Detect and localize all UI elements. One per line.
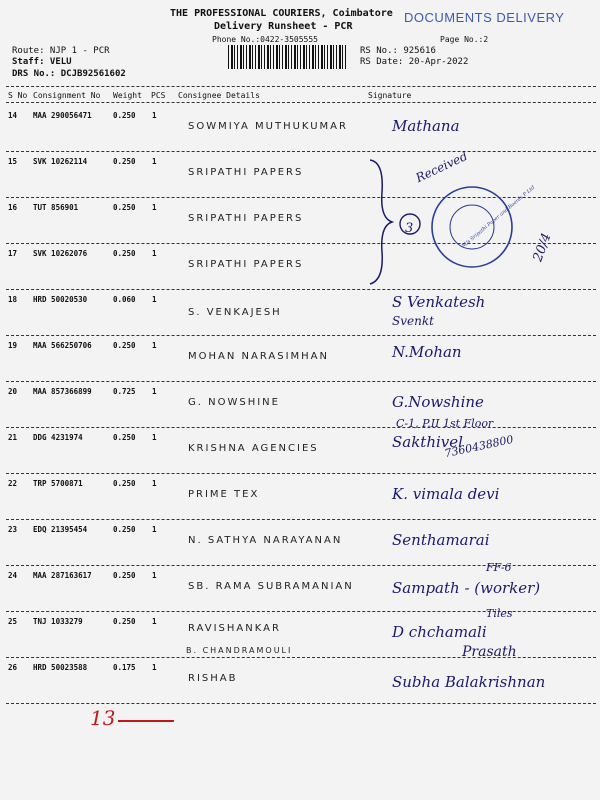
row-pcs: 1 xyxy=(152,341,157,350)
row-signature: Sampath - (worker) xyxy=(392,579,541,597)
row-consignee: SRIPATHI PAPERS xyxy=(188,259,304,270)
row-pcs: 1 xyxy=(152,157,157,166)
row-signature: Sakthivel xyxy=(392,433,463,451)
row-weight: 0.250 xyxy=(113,617,136,626)
row-sno: 14 xyxy=(8,111,18,120)
group-count: 3 xyxy=(405,221,414,236)
row20-address: C-1, P.II 1st Floor xyxy=(396,417,494,430)
row-signature: D chchamali xyxy=(392,623,487,641)
row-weight: 0.175 xyxy=(113,663,136,672)
row-pcs: 1 xyxy=(152,387,157,396)
red-underline xyxy=(118,720,174,722)
row-sno: 17 xyxy=(8,249,18,258)
row-consignee: RAVISHANKAR xyxy=(188,623,281,634)
row-consignee: G. NOWSHINE xyxy=(188,397,280,408)
row-sno: 16 xyxy=(8,203,18,212)
row-sno: 23 xyxy=(8,525,18,534)
received-note: Received xyxy=(413,148,470,186)
row-pcs: 1 xyxy=(152,525,157,534)
row-sno: 24 xyxy=(8,571,18,580)
row-divider xyxy=(6,703,596,704)
row-sno: 22 xyxy=(8,479,18,488)
row25-consignee2: B. CHANDRAMOULI xyxy=(186,646,293,655)
row-sno: 26 xyxy=(8,663,18,672)
row-divider xyxy=(6,473,596,474)
row-signature: Mathana xyxy=(392,117,460,135)
row-weight: 0.250 xyxy=(113,111,136,120)
row-signature: S Venkatesh xyxy=(392,293,486,311)
row-weight: 0.250 xyxy=(113,249,136,258)
row-consignee: KRISHNA AGENCIES xyxy=(188,443,319,454)
row-pcs: 1 xyxy=(152,663,157,672)
row-pcs: 1 xyxy=(152,203,157,212)
row-consignment-no: HRD 50020530 xyxy=(33,295,88,304)
page-number: Page No.:2 xyxy=(440,35,489,44)
row-pcs: 1 xyxy=(152,571,157,580)
row-sno: 19 xyxy=(8,341,18,350)
row-weight: 0.250 xyxy=(113,203,136,212)
table-row xyxy=(0,475,600,521)
row-signature: G.Nowshine xyxy=(392,393,484,411)
row-weight: 0.725 xyxy=(113,387,136,396)
row-weight: 0.250 xyxy=(113,433,136,442)
row-consignee: SB. RAMA SUBRAMANIAN xyxy=(188,581,354,592)
row-pcs: 1 xyxy=(152,479,157,488)
row-pcs: 1 xyxy=(152,249,157,258)
table-row xyxy=(0,337,600,383)
rs-date: RS Date: 20-Apr-2022 xyxy=(360,57,469,67)
staff: Staff: VELU xyxy=(12,57,72,67)
barcode xyxy=(228,45,348,69)
row-weight: 0.250 xyxy=(113,479,136,488)
row-consignment-no: EDQ 21395454 xyxy=(33,525,88,534)
received-date: 20/4 xyxy=(530,231,555,264)
row-consignment-no: MAA 566250706 xyxy=(33,341,92,350)
row-divider xyxy=(6,381,596,382)
row-pcs: 1 xyxy=(152,295,157,304)
company-seal xyxy=(432,187,512,267)
row-consignment-no: SVK 10262114 xyxy=(33,157,88,166)
row-consignee: MOHAN NARASIMHAN xyxy=(188,351,329,362)
row-signature: N.Mohan xyxy=(392,343,462,361)
row-consignment-no: SVK 10262076 xyxy=(33,249,88,258)
row-divider xyxy=(6,519,596,520)
route: Route: NJP 1 - PCR xyxy=(12,46,110,56)
row-divider xyxy=(6,335,596,336)
row-signature: Subha Balakrishnan xyxy=(392,673,546,691)
row-sno: 20 xyxy=(8,387,18,396)
row-consignment-no: MAA 857366899 xyxy=(33,387,92,396)
table-row xyxy=(0,383,600,429)
row24-extra: Tiles xyxy=(486,607,513,620)
row-consignee: SRIPATHI PAPERS xyxy=(188,167,304,178)
row-sno: 25 xyxy=(8,617,18,626)
sripathi-group-annotation xyxy=(362,152,592,292)
table-row xyxy=(0,659,600,705)
drs-number: DRS No.: DCJB92561602 xyxy=(12,69,126,79)
row-consignee: N. SATHYA NARAYANAN xyxy=(188,535,343,546)
row23-extra: FF-6 xyxy=(486,561,512,574)
rs-number: RS No.: 925616 xyxy=(360,46,436,56)
row-consignment-no: HRD 50023588 xyxy=(33,663,88,672)
col-consignment: Consignment No xyxy=(33,91,101,100)
row-sno: 18 xyxy=(8,295,18,304)
row-consignment-no: TNJ 1033279 xyxy=(33,617,83,626)
row-weight: 0.060 xyxy=(113,295,136,304)
runsheet-title: Delivery Runsheet - PCR xyxy=(214,21,353,32)
col-consignee: Consignee Details xyxy=(178,91,260,100)
company-name: THE PROFESSIONAL COURIERS, Coimbatore xyxy=(170,8,393,19)
row-weight: 0.250 xyxy=(113,341,136,350)
documents-delivery-stamp: DOCUMENTS DELIVERY xyxy=(404,10,565,25)
phone-number: Phone No.:0422-3505555 xyxy=(212,35,318,44)
row-consignee: RISHAB xyxy=(188,673,238,684)
table-row xyxy=(0,291,600,337)
col-signature: Signature xyxy=(368,91,412,100)
row-sno: 15 xyxy=(8,157,18,166)
row-consignment-no: DDG 4231974 xyxy=(33,433,83,442)
row-consignment-no: TRP 5700871 xyxy=(33,479,83,488)
table-row xyxy=(0,107,600,153)
row-consignment-no: TUT 856901 xyxy=(33,203,79,212)
row-weight: 0.250 xyxy=(113,571,136,580)
row-consignee: S. VENKAJESH xyxy=(188,307,282,318)
col-sno: S No xyxy=(8,91,28,100)
row25-sig2: Prasath xyxy=(462,644,517,660)
row-consignment-no: MAA 287163617 xyxy=(33,571,92,580)
row-divider xyxy=(6,427,596,428)
col-pcs: PCS xyxy=(151,91,166,100)
col-weight: Weight xyxy=(113,91,142,100)
row-sno: 21 xyxy=(8,433,18,442)
row-pcs: 1 xyxy=(152,617,157,626)
header-rule-bottom xyxy=(6,102,596,103)
row-signature: Senthamarai xyxy=(392,531,490,549)
row-consignee: SOWMIYA MUTHUKUMAR xyxy=(188,121,348,132)
header-rule xyxy=(6,86,596,87)
row-weight: 0.250 xyxy=(113,157,136,166)
row21-phone: 7360438800 xyxy=(443,432,515,461)
row-consignment-no: MAA 290056471 xyxy=(33,111,92,120)
row-consignee: SRIPATHI PAPERS xyxy=(188,213,304,224)
page-total: 13 xyxy=(90,706,116,730)
row18-extra-sig: Svenkt xyxy=(392,314,434,328)
row-pcs: 1 xyxy=(152,111,157,120)
row-pcs: 1 xyxy=(152,433,157,442)
row-consignee: PRIME TEX xyxy=(188,489,260,500)
row-signature: K. vimala devi xyxy=(392,485,500,503)
company-seal-text: M/s Sripathi Paper and Boards P Ltd xyxy=(460,184,537,250)
row-weight: 0.250 xyxy=(113,525,136,534)
